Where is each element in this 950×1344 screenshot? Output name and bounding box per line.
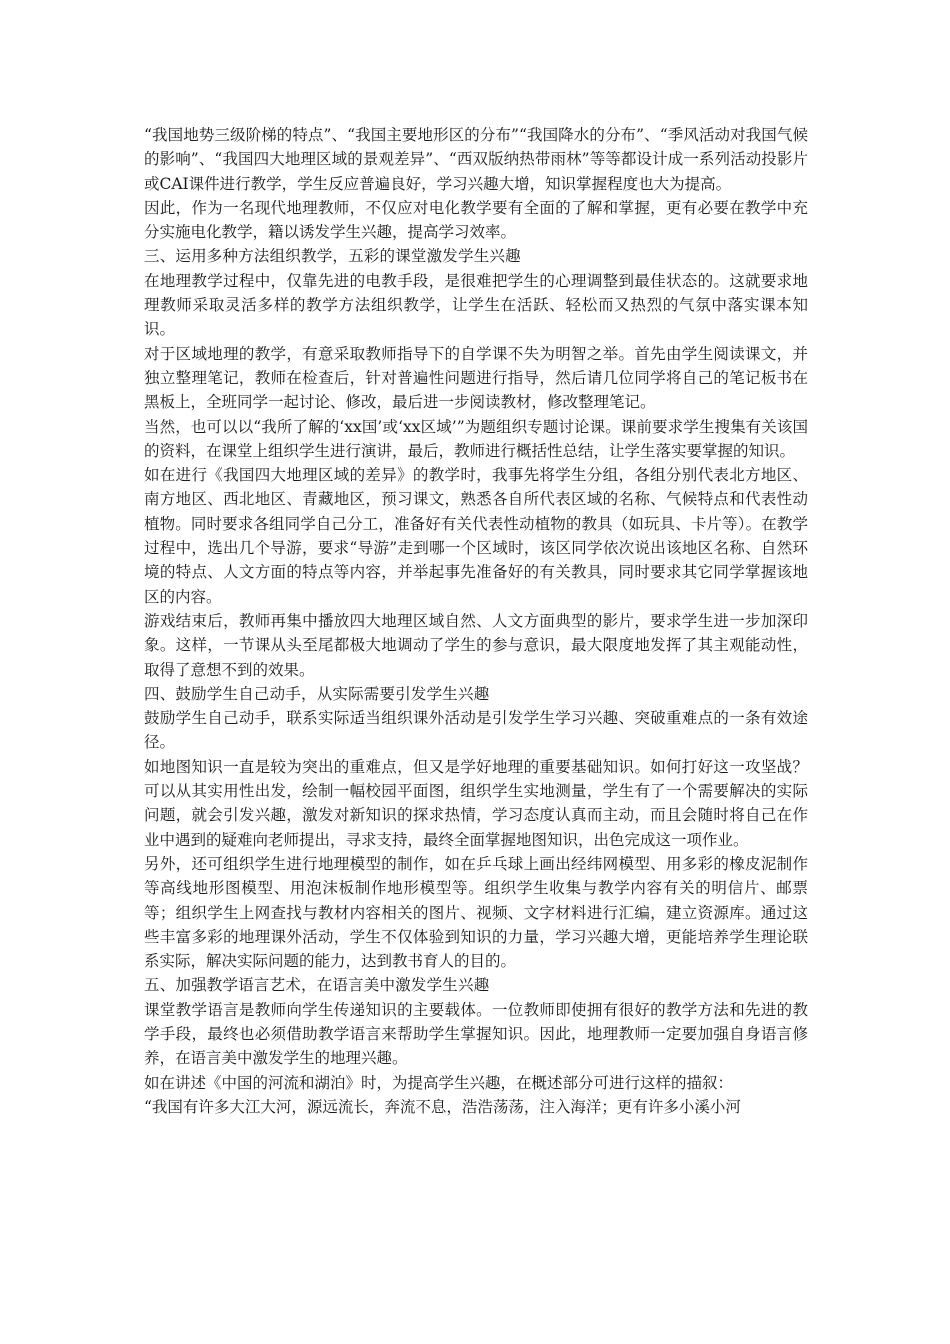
paragraph-7: 如在进行《我国四大地理区域的差异》的教学时，我事先将学生分组，各组分别代表北方地区、南方地区、西北地区、青藏地区，预习课文，熟悉各自所代表区域的名称、气候特点和代表性动植物。同时要求各组同学自己分工，准备好有关代表性动植物的教具（如玩具、卡片等）。在教学过程中，选出几个导游，要求“导游”走到哪一个区域时，该区同学依次说出该地区名称、自然环境的特点、人文方面的特点等内容，并举起事先准备好的有关教具，同时要求其它同学掌握该地区的内容。: [144, 466, 808, 606]
paragraph-6: 当然，也可以以“我所了解的‘xx国’或‘xx区域’”为题组织专题讨论课。课前要求学生搜集有关该国的资料，在课堂上组织学生进行演讲，最后，教师进行概括性总结，让学生落实要掌握的知识。: [144, 417, 808, 460]
paragraph-15: 如在讲述《中国的河流和湖泊》时，为提高学生兴趣，在概述部分可进行这样的描叙：: [144, 1073, 734, 1092]
paragraph-10: 鼓励学生自己动手，联系实际适当组织课外活动是引发学生学习兴趣、突破重难点的一条有效途径。: [144, 709, 808, 752]
paragraph-2: 因此，作为一名现代地理教师，不仅应对电化教学要有全面的了解和掌握，更有必要在教学中充分实施电化教学，籍以诱发学生兴趣，提高学习效率。: [144, 198, 808, 242]
paragraph-8: 游戏结束后，教师再集中播放四大地理区域自然、人文方面典型的影片，要求学生进一步加深印象。这样，一节课从头至尾都极大地调动了学生的参与意识，最大限度地发挥了其主观能动性，取得了意想不到的效果。: [144, 611, 808, 679]
document-body: [144, 123, 808, 1119]
section-heading-5: 五、加强教学语言艺术，在语言美中激发学生兴趣: [144, 976, 490, 995]
paragraph-11: 如地图知识一直是较为突出的重难点，但又是学好地理的重要基础知识。如何打好这一攻坚战？可以从其实用性出发，绘制一幅校园平面图，组织学生实地测量，学生有了一个需要解决的实际问题，就会引发兴趣，激发对新知识的探求热情，学习态度认真而主动，而且会随时将自己在作业中遇到的疑难向老师提出，寻求支持，最终全面掌握地图知识，出色完成这一项作业。: [144, 757, 808, 849]
section-heading-3: 三、运用多种方法组织教学，五彩的课堂激发学生兴趣: [144, 247, 521, 266]
paragraph-1: “我国地势三级阶梯的特点”、“我国主要地形区的分布”“我国降水的分布”、“季风活动对我国气候的影响”、“我国四大地理区域的景观差异”、“西双版纳热带雨林”等等都设计成一系列活动投影片或CAI课件进行教学，学生反应普遍良好，学习兴趣大增，知识掌握程度也大为提高。: [144, 126, 808, 193]
paragraph-4: 在地理教学过程中，仅靠先进的电教手段，是很难把学生的心理调整到最佳状态的。这就要求地理教师采取灵活多样的教学方法组织教学，让学生在活跃、轻松而又热烈的气氛中落实课本知识。: [144, 271, 808, 339]
paragraph-16: “我国有许多大江大河，源远流长，奔流不息，浩浩荡荡，注入海洋；更有许多小溪小河: [144, 1097, 741, 1116]
section-heading-4: 四、鼓励学生自己动手，从实际需要引发学生兴趣: [144, 684, 490, 703]
paragraph-12: 另外，还可组织学生进行地理模型的制作，如在乒乓球上画出经纬网模型、用多彩的橡皮泥制作等高线地形图模型、用泡沫板制作地形模型等。组织学生收集与教学内容有关的明信片、邮票等；组织学生上网查找与教材内容相关的图片、视频、文字材料进行汇编，建立资源库。通过这些丰富多彩的地理课外活动，学生不仅体验到知识的力量，学习兴趣大增，更能培养学生理论联系实际，解决实际问题的能力，达到教书育人的目的。: [144, 854, 808, 971]
paragraph-14: 课堂教学语言是教师向学生传递知识的主要载体。一位教师即使拥有很好的教学方法和先进的教学手段，最终也必须借助教学语言来帮助学生掌握知识。因此，地理教师一定要加强自身语言修养，在语言美中激发学生的地理兴趣。: [144, 1000, 808, 1068]
paragraph-5: 对于区域地理的教学，有意采取教师指导下的自学课不失为明智之举。首先由学生阅读课文，并独立整理笔记，教师在检查后，针对普遍性问题进行指导，然后请几位同学将自己的笔记板书在黑板上，全班同学一起讨论、修改，最后进一步阅读教材，修改整理笔记。: [144, 344, 808, 412]
